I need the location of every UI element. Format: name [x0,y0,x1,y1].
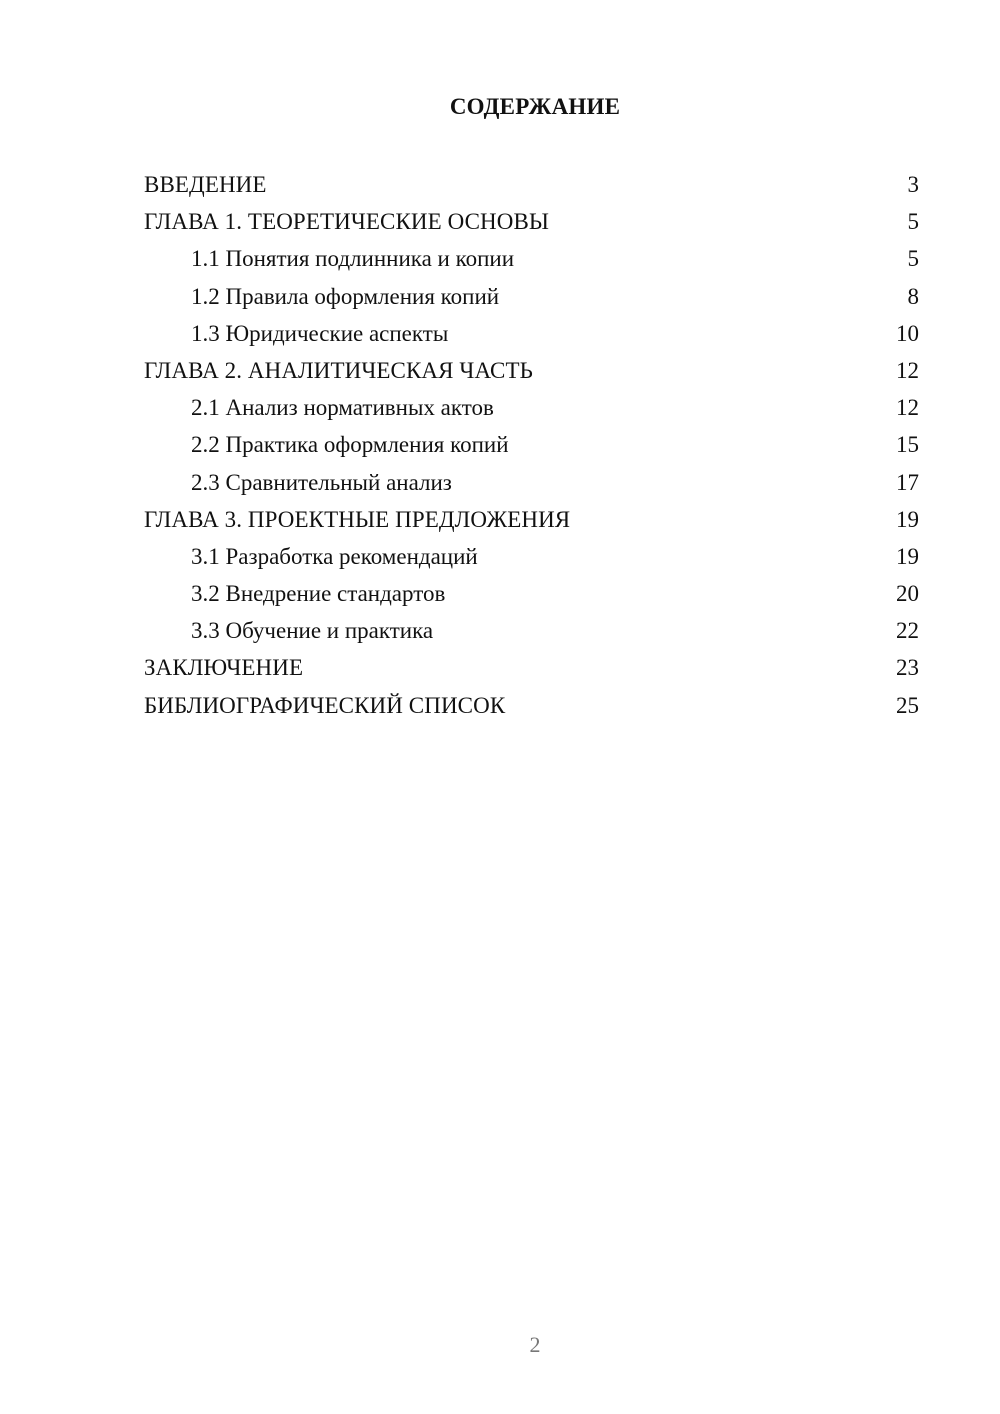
toc-entry-label: 1.2 Правила оформления копий [191,283,500,309]
toc-subentry[interactable] [144,464,919,501]
toc-entry-page: 5 [907,209,919,235]
toc-entry-page: 5 [907,246,919,272]
toc-subentry[interactable] [144,240,919,277]
toc-entry-label: 2.3 Сравнительный анализ [191,469,452,495]
toc-entry[interactable] [144,352,919,389]
toc-entry-label: ВВЕДЕНИЕ [144,172,267,197]
page-title: СОДЕРЖАНИЕ [449,94,621,119]
toc-entry-page: 17 [896,469,919,495]
toc-entry-label: 2.2 Практика оформления копий [191,432,509,458]
toc-subentry[interactable] [144,538,919,575]
toc-entry-page: 10 [896,320,919,346]
toc-entry-page: 19 [896,543,919,569]
toc-entry[interactable] [144,166,919,203]
toc-entry[interactable] [144,687,919,724]
toc-entry-page: 23 [896,655,919,681]
toc-entry-page: 19 [896,506,919,532]
toc-entry-label: 3.1 Разработка рекомендаций [191,543,478,569]
toc-subentry[interactable] [144,315,919,352]
toc-subentry[interactable] [144,426,919,463]
toc-subentry[interactable] [144,389,919,426]
toc-entry-label: 1.3 Юридические аспекты [191,320,449,346]
toc-entry-page: 25 [896,692,919,718]
toc-subentry[interactable] [144,575,919,612]
toc-subentry[interactable] [144,278,919,315]
toc-entry-page: 20 [896,581,919,607]
toc-entry-label: ГЛАВА 3. ПРОЕКТНЫЕ ПРЕДЛОЖЕНИЯ [144,506,571,532]
toc-entry-page: 12 [896,357,919,383]
table-of-contents [144,166,919,724]
toc-entry-label: 1.1 Понятия подлинника и копии [191,246,515,272]
toc-entry[interactable] [144,501,919,538]
toc-entry-page: 22 [896,618,919,644]
toc-entry-page: 15 [896,432,919,458]
toc-entry-label: БИБЛИОГРАФИЧЕСКИЙ СПИСОК [144,692,506,718]
toc-entry-label: ГЛАВА 1. ТЕОРЕТИЧЕСКИЕ ОСНОВЫ [144,209,550,235]
toc-entry-page: 8 [907,283,919,309]
toc-entry[interactable] [144,203,919,240]
toc-entry-label: ЗАКЛЮЧЕНИЕ [144,655,304,681]
toc-entry-page: 3 [907,172,919,197]
toc-subentry[interactable] [144,612,919,649]
toc-entry-label: 3.3 Обучение и практика [191,618,434,644]
toc-entry[interactable] [144,649,919,686]
toc-entry-page: 12 [896,395,919,421]
toc-entry-label: ГЛАВА 2. АНАЛИТИЧЕСКАЯ ЧАСТЬ [144,357,533,383]
toc-entry-label: 2.1 Анализ нормативных актов [191,395,494,421]
page-number: 2 [529,1332,541,1357]
toc-entry-label: 3.2 Внедрение стандартов [191,581,446,607]
